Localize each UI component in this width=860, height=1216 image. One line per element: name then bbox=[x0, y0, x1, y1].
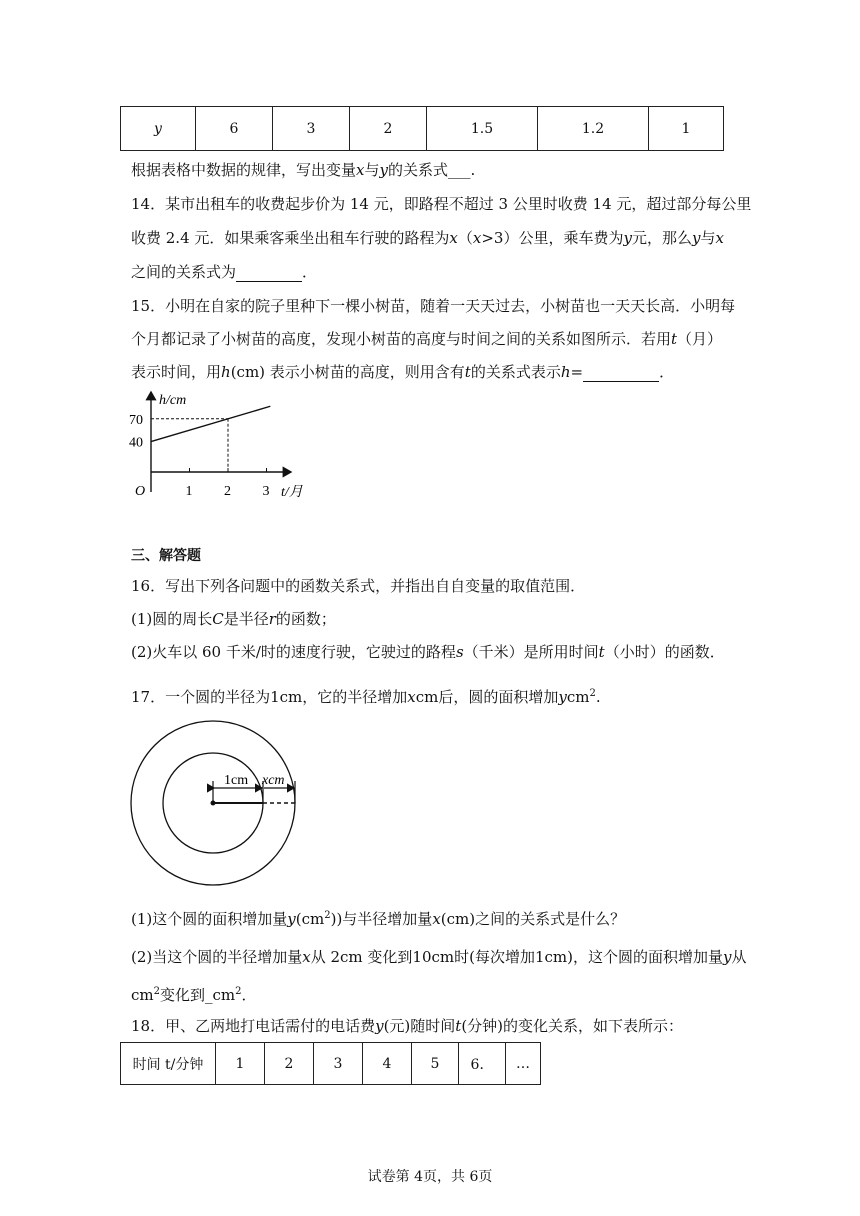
q15-line2: 个月都记录了小树苗的高度，发现小树苗的高度与时间之间的关系如图所示．若用t（月） bbox=[131, 330, 723, 348]
q17-sub3: $cm^2$变化到$\_cm^2$． bbox=[131, 986, 257, 1004]
q15-line3: 表示时间，用h(cm) 表示小树苗的高度，则用含有t的关系式表示h= ． bbox=[131, 363, 675, 381]
x-axis-label: t/月 bbox=[281, 485, 303, 500]
x-tick-label: 2 bbox=[224, 484, 231, 499]
table-cell: 1 bbox=[216, 1043, 265, 1085]
circle-diagram bbox=[128, 718, 300, 890]
y-axis-label: h/cm bbox=[159, 393, 187, 408]
table-cell: 3 bbox=[273, 107, 350, 151]
table-cell: 3 bbox=[314, 1043, 363, 1085]
table-cell: 4 bbox=[363, 1043, 412, 1085]
q16-line3: (2)火车以 60 千米/时的速度行驶，它驶过的路程s（千米）是所用时间t（小时）的函数． bbox=[131, 643, 725, 661]
table-cell: 2 bbox=[350, 107, 427, 151]
q18-table bbox=[120, 1042, 541, 1085]
x-tick-label: 1 bbox=[185, 484, 193, 499]
series-line bbox=[151, 406, 270, 441]
tree-height-chart bbox=[125, 388, 315, 506]
q17-line1: 17．一个圆的半径为1cm，它的半径增加xcm后，圆的面积增加ycm$^2$. bbox=[131, 688, 601, 706]
q14-line2: 收费 2.4 元．如果乘客乘坐出租车行驶的路程为x（x>3）公里，乘车费为y元，那么y与x bbox=[131, 229, 724, 247]
section-heading: 三、解答题 bbox=[131, 548, 201, 564]
table-cell: 6 bbox=[196, 107, 273, 151]
radius-label: 1cm bbox=[224, 773, 249, 788]
table-cell: 1 bbox=[649, 107, 724, 151]
q13-text: 根据表格中数据的规律，写出变量x与y的关系式___. bbox=[131, 161, 476, 179]
q17-sub1: (1)这个圆的面积增加量$y(cm^2)$)与半径增加量x(cm)之间的关系式是什么？ bbox=[131, 910, 626, 928]
table-cell: 2 bbox=[265, 1043, 314, 1085]
q16-line1: 16．写出下列各问题中的函数关系式，并指出自自变量的取值范围． bbox=[131, 577, 586, 595]
top-table bbox=[120, 106, 724, 151]
table-cell: 1.2 bbox=[538, 107, 649, 151]
q16-line2: (1)圆的周长C是半径r的函数； bbox=[131, 610, 336, 628]
q14-line1: 14．某市出租车的收费起步价为 14 元，即路程不超过 3 公里时收费 14 元，超过部分每公里 bbox=[131, 195, 752, 213]
q15-line1: 15．小明在自家的院子里种下一棵小树苗，随着一天天过去，小树苗也一天天长高．小明每 bbox=[131, 297, 736, 315]
q14-line3: 之间的关系式为 ． bbox=[131, 263, 318, 281]
q17-sub2: (2)当这个圆的半径增加量x从 2cm 变化到10cm时(每次增加1cm)，这个圆的面积增加量y从 bbox=[131, 948, 747, 966]
table-cell: 1.5 bbox=[427, 107, 538, 151]
table-cell: 6． bbox=[459, 1043, 506, 1085]
table-cell: 5 bbox=[412, 1043, 459, 1085]
table-cell: … bbox=[506, 1043, 541, 1085]
origin-label: O bbox=[135, 484, 146, 499]
x-tick-label: 3 bbox=[262, 484, 270, 499]
answer-blank[interactable] bbox=[236, 265, 302, 282]
y-tick-label: 40 bbox=[129, 435, 143, 451]
y-tick-label: 70 bbox=[129, 412, 143, 428]
table-cell: y bbox=[121, 107, 196, 151]
page-footer: 试卷第 4页，共 6页 bbox=[367, 1169, 493, 1185]
answer-blank[interactable] bbox=[583, 365, 659, 382]
table-cell: 时间 t/分钟 bbox=[121, 1043, 216, 1085]
q18-line: 18．甲、乙两地打电话需付的电话费y(元)随时间t(分钟)的变化关系，如下表所示： bbox=[131, 1017, 684, 1035]
increase-label: xcm bbox=[262, 773, 285, 788]
